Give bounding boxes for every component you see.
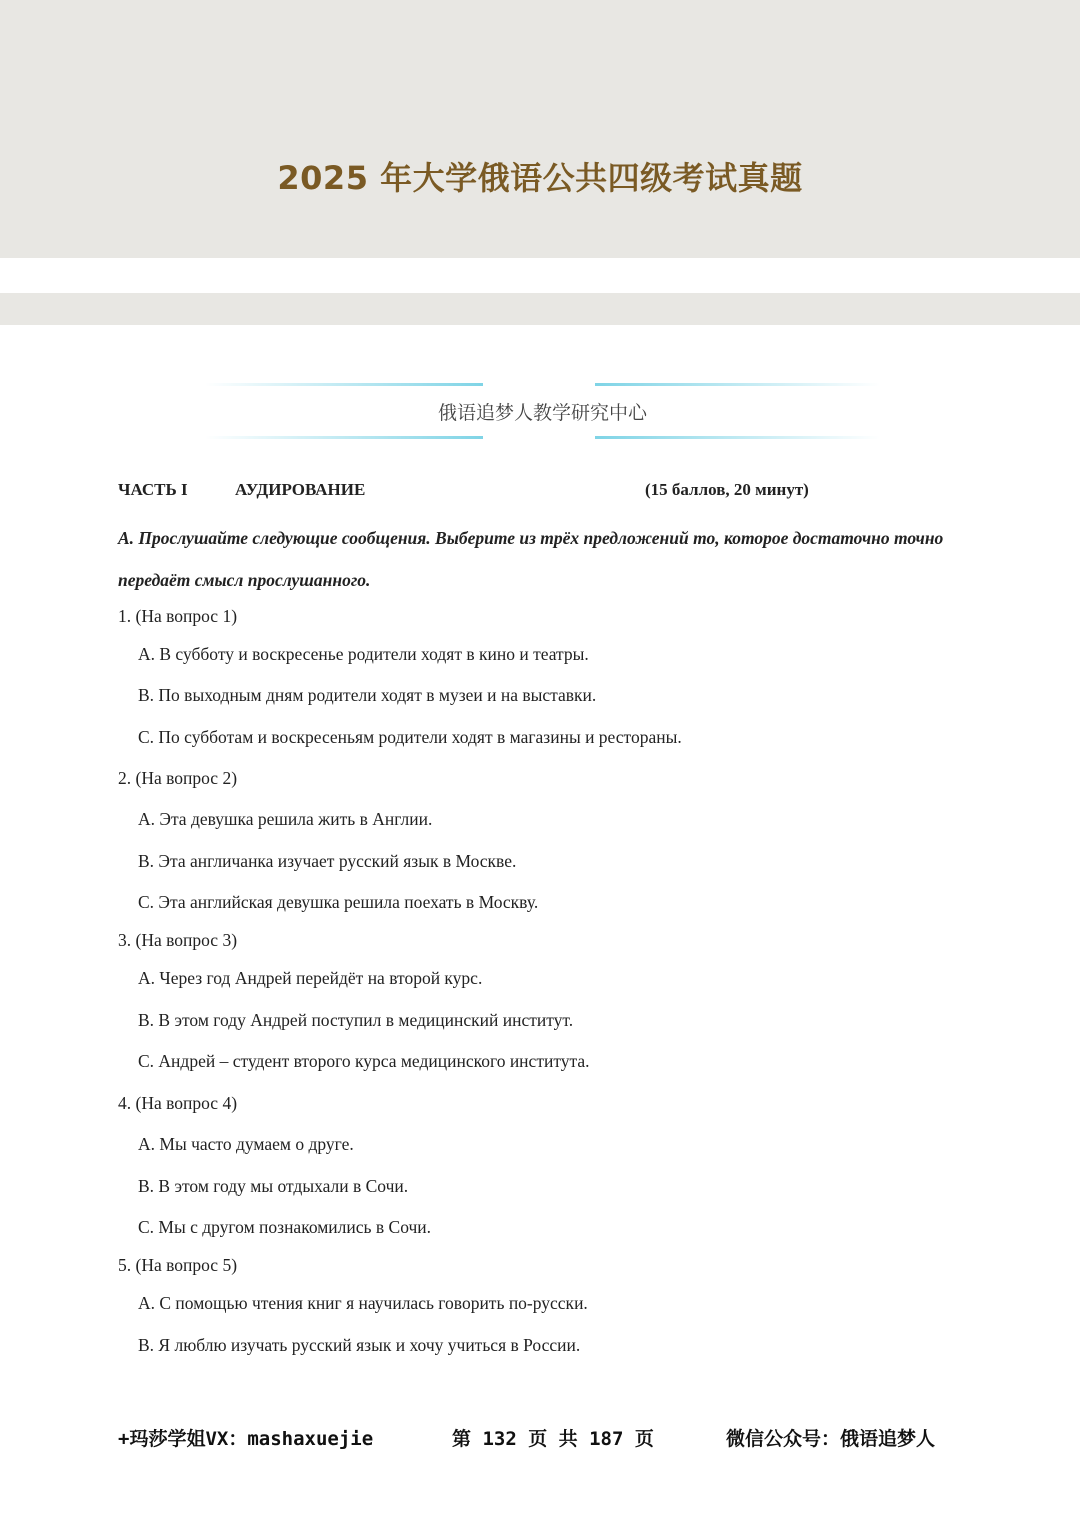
part-name: АУДИРОВАНИЕ <box>235 480 366 499</box>
answer-option: С. По субботам и воскресеньям родители ходят в магазины и рестораны. <box>138 727 682 747</box>
part-label: ЧАСТЬ I <box>118 480 188 499</box>
answer-option: В. В этом году мы отдыхали в Сочи. <box>138 1176 409 1196</box>
answer-option: А. Через год Андрей перейдёт на второй курс. <box>138 968 483 988</box>
answer-option: В. В этом году Андрей поступил в медицинский институт. <box>138 1010 574 1030</box>
institution-name: 俄语追梦人教学研究中心 <box>437 402 647 424</box>
footer-account: 微信公众号：俄语追梦人 <box>726 1428 936 1450</box>
page-footer <box>0 1424 1080 1450</box>
banner-rule-bottom-right <box>595 436 880 439</box>
institution-banner <box>205 380 880 442</box>
answer-option: С. Эта английская девушка решила поехать в Москву. <box>138 892 539 912</box>
question-label: 1. (На вопрос 1) <box>118 606 238 626</box>
answer-option: С. Мы с другом познакомились в Сочи. <box>138 1217 432 1237</box>
part-score: (15 баллов, 20 минут) <box>645 480 809 499</box>
section-instruction: А. Прослушайте следующие сообщения. Выберите из трёх предложений то, которое достаточно точно передаёт смысл прослушанного. <box>118 528 944 590</box>
answer-option: А. Эта девушка решила жить в Англии. <box>138 809 433 829</box>
answer-option: В. По выходным дням родители ходят в музеи и на выставки. <box>138 685 597 705</box>
question-label: 3. (На вопрос 3) <box>118 930 238 950</box>
header-band <box>0 0 1080 258</box>
answer-option: В. Эта англичанка изучает русский язык в Москве. <box>138 851 517 871</box>
footer-contact: +玛莎学姐VX：mashaxuejie <box>118 1428 374 1450</box>
header-divider-band <box>0 293 1080 325</box>
answer-option: В. Я люблю изучать русский язык и хочу учиться в России. <box>138 1335 581 1355</box>
question-label: 5. (На вопрос 5) <box>118 1255 238 1275</box>
banner-rule-bottom-left <box>205 436 483 439</box>
question-label: 4. (На вопрос 4) <box>118 1093 238 1113</box>
answer-option: С. Андрей – студент второго курса медицинского института. <box>138 1051 590 1071</box>
answer-option: А. В субботу и воскресенье родители ходят в кино и театры. <box>138 644 589 664</box>
footer-page-number: 第 132 页 共 187 页 <box>452 1428 654 1450</box>
question-label: 2. (На вопрос 2) <box>118 768 238 788</box>
answer-option: А. Мы часто думаем о друге. <box>138 1134 354 1154</box>
banner-rule-top-right <box>595 383 880 386</box>
document-title: 2025 年大学俄语公共四级考试真题 <box>277 159 803 197</box>
part-heading <box>118 480 978 502</box>
banner-rule-top-left <box>205 383 483 386</box>
answer-option: А. С помощью чтения книг я научилась говорить по-русски. <box>138 1293 588 1313</box>
